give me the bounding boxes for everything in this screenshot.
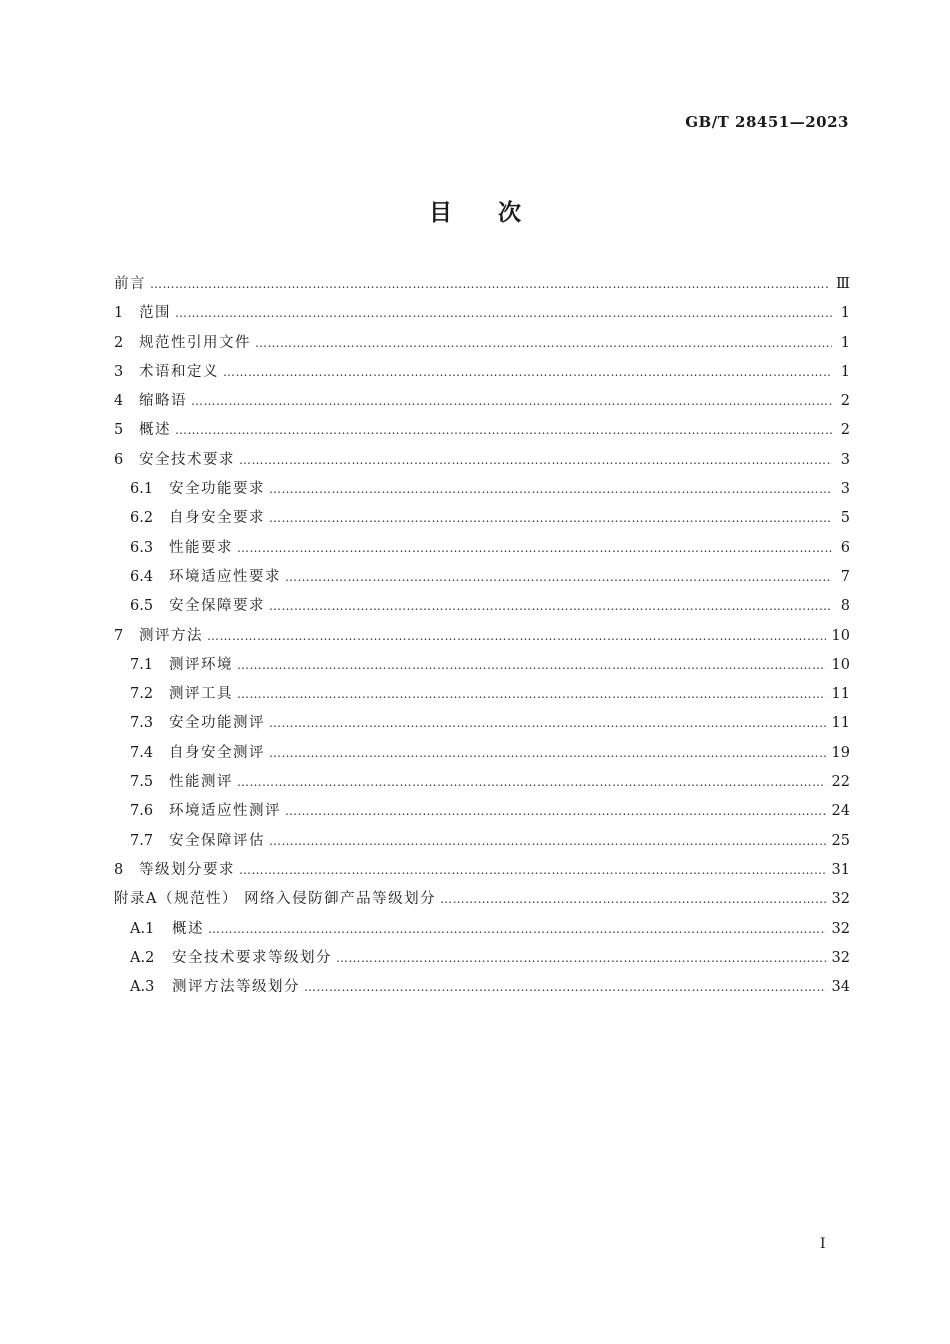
- toc-entry-label: 等级划分要求: [139, 861, 235, 878]
- toc-entry-number: 7.1: [130, 656, 154, 673]
- toc-entry-label: 测评工具: [169, 686, 233, 703]
- dot-leader: [223, 358, 832, 387]
- toc-entry[interactable]: [114, 270, 850, 299]
- toc-entry-page: 19: [831, 744, 850, 761]
- standard-code: GB/T 28451—2023: [685, 113, 849, 131]
- dot-leader: [255, 329, 832, 358]
- dot-leader: [269, 827, 826, 856]
- toc-entry-page: 2: [840, 422, 850, 439]
- dot-leader: [239, 446, 832, 475]
- table-of-contents: [114, 270, 850, 1002]
- toc-entry-label: 自身安全要求: [169, 510, 265, 527]
- toc-entry-number: 1: [114, 305, 124, 322]
- toc-entry[interactable]: [114, 944, 850, 973]
- toc-entry-number: 7.5: [130, 774, 154, 791]
- toc-entry-number: 6.3: [130, 539, 154, 556]
- toc-entry-number: 7.6: [130, 803, 154, 820]
- toc-entry-number: 2: [114, 334, 124, 351]
- page-number: I: [820, 1236, 826, 1252]
- toc-entry-number: 6.5: [130, 598, 154, 615]
- toc-entry[interactable]: [114, 387, 850, 416]
- toc-entry-page: 1: [840, 305, 850, 322]
- toc-entry-number: 5: [114, 422, 124, 439]
- toc-entry-page: 1: [840, 363, 850, 380]
- toc-entry-page: 5: [840, 510, 850, 527]
- toc-entry-page: Ⅲ: [836, 276, 850, 292]
- dot-leader: [269, 739, 826, 768]
- toc-entry-number: 6: [114, 451, 124, 468]
- toc-entry-page: 34: [831, 979, 850, 996]
- toc-entry-number: A.1: [130, 920, 155, 937]
- toc-entry-label: 前言: [114, 276, 146, 292]
- toc-entry[interactable]: [114, 534, 850, 563]
- toc-entry-number: 7: [114, 627, 124, 644]
- dot-leader: [175, 416, 832, 445]
- toc-entry-number: A.3: [130, 979, 155, 996]
- toc-entry-label: 术语和定义: [139, 363, 219, 380]
- toc-entry-page: 7: [840, 568, 850, 585]
- toc-entry-page: 6: [840, 539, 850, 556]
- toc-entry[interactable]: [114, 885, 850, 914]
- toc-entry-label: 概述: [172, 920, 204, 937]
- toc-entry-page: 2: [840, 393, 850, 410]
- toc-entry-label: 性能测评: [169, 774, 233, 791]
- toc-entry-number: 7.4: [130, 744, 154, 761]
- toc-entry-label: 环境适应性要求: [169, 568, 281, 585]
- toc-entry[interactable]: [114, 739, 850, 768]
- toc-entry-page: 31: [831, 861, 850, 878]
- dot-leader: [440, 885, 825, 914]
- dot-leader: [239, 856, 826, 885]
- toc-entry-label: 缩略语: [139, 393, 187, 410]
- toc-entry-number: 6.1: [130, 481, 154, 498]
- toc-entry[interactable]: [114, 709, 850, 738]
- toc-entry-page: 24: [831, 803, 850, 820]
- toc-entry-label: 测评环境: [169, 656, 233, 673]
- toc-entry-label: 测评方法: [139, 627, 203, 644]
- dot-leader: [336, 944, 826, 973]
- toc-entry-page: 3: [840, 451, 850, 468]
- dot-leader: [237, 534, 832, 563]
- toc-entry[interactable]: [114, 973, 850, 1002]
- toc-entry-page: 25: [831, 832, 850, 849]
- toc-entry-number: 7.2: [130, 686, 154, 703]
- toc-entry-label: 环境适应性测评: [169, 803, 281, 820]
- toc-entry[interactable]: [114, 563, 850, 592]
- toc-entry-page: 32: [831, 920, 850, 937]
- toc-entry[interactable]: [114, 299, 850, 328]
- toc-entry-number: 7.7: [130, 832, 154, 849]
- toc-entry-number: 6.4: [130, 568, 154, 585]
- dot-leader: [304, 973, 826, 1002]
- toc-entry-page: 1: [840, 334, 850, 351]
- toc-entry[interactable]: [114, 329, 850, 358]
- toc-entry[interactable]: [114, 651, 850, 680]
- dot-leader: [191, 387, 832, 416]
- toc-entry-page: 8: [840, 598, 850, 615]
- dot-leader: [175, 299, 832, 328]
- toc-entry-page: 11: [831, 715, 850, 732]
- toc-entry-label: 安全保障要求: [169, 598, 265, 615]
- dot-leader: [150, 270, 830, 299]
- dot-leader: [207, 622, 826, 651]
- toc-entry-label: 安全技术要求等级划分: [172, 949, 332, 966]
- toc-entry[interactable]: [114, 768, 850, 797]
- dot-leader: [269, 504, 832, 533]
- dot-leader: [269, 592, 832, 621]
- toc-entry-page: 10: [831, 656, 850, 673]
- toc-entry[interactable]: [114, 446, 850, 475]
- toc-entry-number: A.2: [130, 949, 155, 966]
- toc-entry[interactable]: [114, 915, 850, 944]
- toc-entry[interactable]: [114, 416, 850, 445]
- dot-leader: [237, 768, 826, 797]
- title-char-1: 目: [429, 200, 452, 226]
- toc-entry-label: 安全技术要求: [139, 451, 235, 468]
- toc-entry-label: 安全功能要求: [169, 481, 265, 498]
- toc-entry-page: 11: [831, 686, 850, 703]
- toc-entry-label: 安全功能测评: [169, 715, 265, 732]
- toc-entry[interactable]: [114, 827, 850, 856]
- dot-leader: [208, 915, 826, 944]
- toc-entry[interactable]: [114, 358, 850, 387]
- dot-leader: [269, 475, 832, 504]
- dot-leader: [237, 651, 826, 680]
- toc-entry-label: 范围: [139, 305, 171, 322]
- toc-entry[interactable]: [114, 592, 850, 621]
- dot-leader: [285, 797, 826, 826]
- toc-entry-number: 7.3: [130, 715, 154, 732]
- toc-entry-label: 附录A（规范性） 网络入侵防御产品等级划分: [114, 891, 437, 908]
- toc-entry[interactable]: [114, 622, 850, 651]
- title-char-2: 次: [498, 200, 521, 226]
- toc-entry-label: 测评方法等级划分: [172, 979, 300, 996]
- toc-entry[interactable]: [114, 856, 850, 885]
- toc-entry[interactable]: [114, 797, 850, 826]
- toc-entry-number: 6.2: [130, 510, 154, 527]
- toc-entry[interactable]: [114, 504, 850, 533]
- toc-entry[interactable]: [114, 680, 850, 709]
- toc-entry-page: 22: [831, 774, 850, 791]
- dot-leader: [237, 680, 826, 709]
- toc-entry-label: 安全保障评估: [169, 832, 265, 849]
- toc-entry-page: 10: [831, 627, 850, 644]
- toc-entry-label: 概述: [139, 422, 171, 439]
- toc-entry-page: 32: [831, 891, 850, 908]
- toc-entry-number: 8: [114, 861, 124, 878]
- toc-entry-page: 3: [840, 481, 850, 498]
- page-title: [0, 194, 950, 227]
- dot-leader: [269, 709, 826, 738]
- toc-entry-number: 3: [114, 363, 124, 380]
- toc-entry[interactable]: [114, 475, 850, 504]
- toc-entry-page: 32: [831, 949, 850, 966]
- toc-entry-number: 4: [114, 393, 124, 410]
- dot-leader: [285, 563, 832, 592]
- toc-entry-label: 规范性引用文件: [139, 334, 251, 351]
- toc-entry-label: 自身安全测评: [169, 744, 265, 761]
- toc-entry-label: 性能要求: [169, 539, 233, 556]
